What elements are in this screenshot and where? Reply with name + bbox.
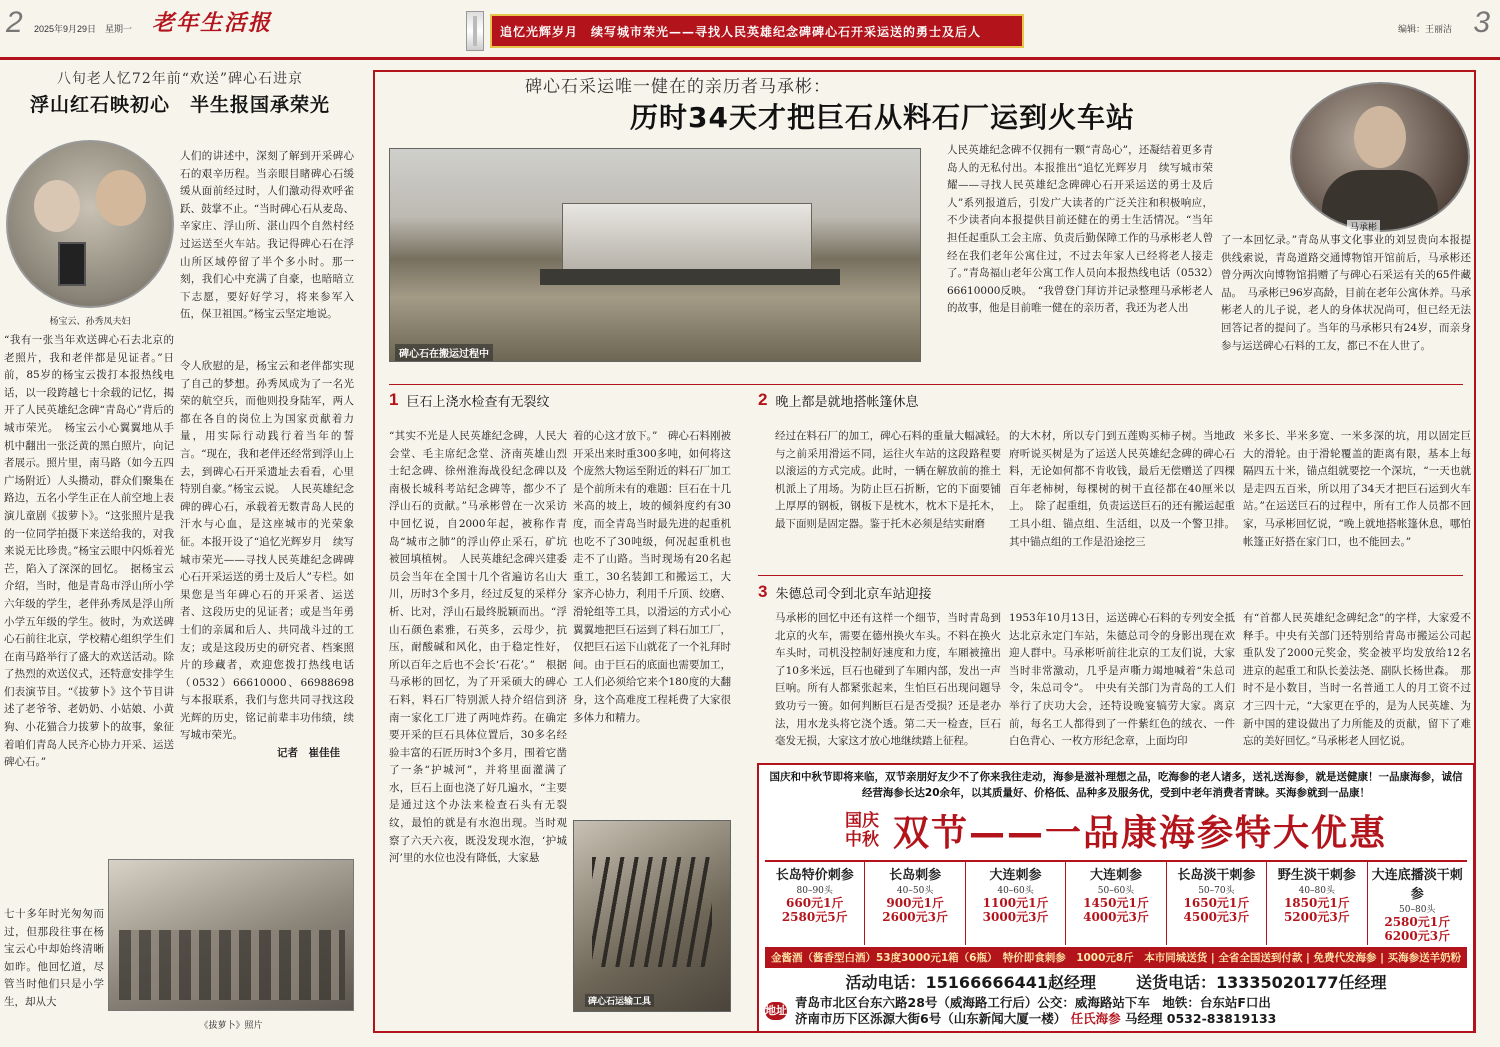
performance-photo-caption: 《拔萝卜》照片 (199, 1021, 263, 1031)
section-1-title: 巨石上浇水检查有无裂纹 (406, 394, 550, 410)
section-2-col-b: 的大木材，所以专门到五莲购买柿子树。当地政府听说买树是为了运送人民英雄纪念碑的碑心石料，无论如何都不肯收钱，最后无偿赠送了四棵百年老柿树，每棵树的树干直径都在40厘米以上。 除了起重组，负责运送巨石的还有搬运起重工具小组、锚点组、生活组，以及一个警卫排。其中锚点组的工作是沿途挖三 (1009, 430, 1235, 548)
page-header (0, 0, 1500, 60)
section-3-title: 朱德总司令到北京车站迎接 (775, 586, 932, 602)
ma-chengbin-portrait (1290, 82, 1470, 232)
ad-intro: 国庆和中秋节即将来临，双节亲朋好友少不了你来我往走动，海参是滋补理想之品，吃海参的老人诸多，送礼送海参，就是送健康！一品康海参，诚信经营海参长达20余年，以其质量好、价格低、品种多及服务优，受到中老年消费者青睐。买海参就到一品康！ (769, 771, 1463, 799)
address-jinan-contact: 马经理 0532-83819133 (1124, 1011, 1277, 1026)
product-name: 长岛淡干刺参 (1177, 868, 1256, 883)
product-price: 1850元1斤 (1283, 896, 1350, 910)
section-1-col-a: “其实不光是人民英雄纪念碑，人民大会堂、毛主席纪念堂、济南英雄山烈士纪念碑、徐州淮海战役纪念碑以及南极长城科考站纪念碑等，都少不了浮山石的贡献。”马承彬曾在一次采访中回忆说，自2000年起，被称作青岛“城市之肺”的浮山停止采石，矿坑被回填植树。 人民英雄纪念碑兴建委员会当年在全国十几个省遍访名山大川，历时3个多月，经过反复的采样分析、比对，浮山石最终脱颖而出。“浮山石颜色素雅，石英多，云母少，抗压，耐酸碱和风化，由于稳定性好，所以百年之后也不会长‘石花’。” 根据马承彬的回忆，为了开采硕大的碑心石料，料石厂特别派人持介绍信到济南一家化工厂进了两吨炸药。在确定要开采的巨石具体位置后，30多名经验丰富的石匠历时3个多月，围着它凿了一条“护城河”，并将里面灌满了水，巨石上面也浇了好几遍水，“主要是通过这个办法来检查石头有无裂纹，最怕的就是有水泡出现。当时观察了六天六夜，既没发现水泡，‘护城河’里的水位也没有降低，大家悬 (389, 430, 567, 865)
product-name: 大连刺参 (989, 868, 1042, 883)
address-jinan-street: 济南市历下区泺源大街6号（山东新闻大厦一楼） (795, 1011, 1067, 1026)
product-price: 1650元1斤 (1183, 896, 1250, 910)
stone-transport-photo (389, 148, 921, 362)
couple-photo (6, 140, 174, 308)
ad-promo-strip: 金酱酒（酱香型白酒）53度3000元1箱（6瓶） 特价即食刺参 1000元8斤 本市同城送货 | 全省全国送到付款 | 免费代发海参 | 买海参送羊奶粉 (765, 947, 1467, 968)
section-2-title: 晚上都是就地搭帐篷休息 (775, 394, 919, 410)
section-1-number: 1 (389, 390, 399, 409)
section-3-col-b: 1953年10月13日，运送碑心石料的专列安全抵达北京永定门车站，朱德总司令的身影出现在欢迎人群中。马承彬听前往北京的工友们说，大家当时非常激动，几乎是声嘶力竭地喊着“朱总司令，朱总司令”。 中央有关部门为青岛的工人们举行了庆功大会，还特设晚宴犒劳大家。离京前，每名工人都得到了一件紫红色的绒衣、一件白色背心、一枚方形纪念章，上面均印 (1009, 612, 1235, 748)
product-price: 900元1斤 (886, 896, 944, 910)
ad-title: 双节——一品康海参特大优惠 (892, 813, 1387, 854)
main-intro-col-b: 了一本回忆录。”青岛从事文化事业的刘昱贵向本报提供线索说，青岛道路交通博物馆开馆前后，马承彬还曾分两次向博物馆捐赠了与碑心石采运有关的65件藏品。 马承彬已96岁高龄，目前在老年公寓休养。马承彬老人的儿子说，老人的身体状况尚可，但已经无法回答记者的提问了。当年的马承彬只有24岁，而亲身参与运送碑心石料的工友，都已不在人世了。 (1221, 234, 1471, 352)
product-name: 长岛刺参 (889, 868, 942, 883)
product-price-bulk: 3000元3斤 (982, 910, 1049, 924)
ad-badge-line2: 中秋 (844, 829, 879, 850)
section-2-number: 2 (758, 390, 768, 409)
section-1-col-b: 着的心这才放下。” 碑心石料刚被开采出来时重300多吨，如何将这个庞然大物运至附近的料石厂加工是个前所未有的难题：巨石在十几米高的坡上，坡的倾斜度约有30度，而全青岛当时最先进的起重机也吃不了30吨级，何况起重机也走不了山路。当时现场有20名起重工，30名装卸工和搬运工，大家齐心协力，利用千斤顶、绞磨、滑轮组等工具，以滑运的方式小心翼翼地把巨石运到了料石加工厂，仅把巨石运下山就花了一个礼拜时间。由于巨石的底面也需要加工，工人们必须给它来个180度的大翻身，这个高难度工程耗费了大家很多体力和精力。 (573, 430, 731, 724)
transport-tools-photo (573, 820, 731, 1012)
ad-delivery-phone: 送货电话：13335020177任经理 (1136, 973, 1387, 992)
section-2-col-a: 经过在料石厂的加工，碑心石料的重量大幅减轻。 与之前采用滑运不同，运往火车站的这段路程要以滚运的方式完成。此时，一辆在解放前的推土机派上了用场。为防止巨石折断，它的下面要铺上厚厚的钢板，钢板下是枕木，枕木下是托木，最下面则是固定器。鉴于托木必须是结实耐磨 (775, 430, 1012, 530)
sea-cucumber-ad (757, 763, 1475, 1033)
left-article-headline: 浮山红石映初心 半生报国承荣光 (29, 94, 330, 116)
ad-phones (759, 970, 1473, 993)
product-price-bulk: 4000元3斤 (1083, 910, 1149, 924)
section-3-col-c: 有“首都人民英雄纪念碑纪念”的字样，大家爱不释手。中央有关部门还特别给青岛市搬运公司起重队发了2000元奖金，奖金被平均发放给12名进京的起重工和队长姜法尧、副队长杨世森。 那时不是小数目，当时一名普通工人的月工资不过才三四十元，“大家更在乎的，是为人民英雄、为新中国的建设做出了力所能及的贡献，留下了难忘的美好回忆。”马承彬老人回忆说。 (1243, 612, 1471, 748)
ad-badge-line1: 国庆 (844, 810, 879, 831)
product-size: 40–80头 (1298, 886, 1336, 896)
column-banner-text: 追忆光辉岁月 续写城市荣光——寻找人民英雄纪念碑碑心石开采运送的勇士及后人 (490, 14, 1024, 48)
product-name: 大连底播淡干刺参 (1371, 868, 1463, 902)
product-price: 660元1斤 (786, 896, 844, 910)
address-jinan-brand: 任氏海参 (1070, 1011, 1121, 1026)
product-price: 1450元1斤 (1083, 896, 1149, 910)
section-divider (389, 384, 1463, 385)
left-article (4, 64, 356, 1044)
product-cell (966, 862, 1066, 945)
monument-pillar-icon (466, 11, 484, 51)
product-price-bulk: 4500元3斤 (1183, 910, 1250, 924)
product-size: 50–60头 (1097, 886, 1135, 896)
address-lines (795, 995, 1276, 1027)
product-name: 野生淡干刺参 (1277, 868, 1356, 883)
section-3-heading (758, 582, 931, 602)
product-cell (865, 862, 965, 945)
main-article-headline: 历时34天才把巨石从料石厂运到火车站 (630, 101, 1135, 134)
address-qingdao: 青岛市北区台东六路28号（威海路工行后）公交：威海路站下车 地铁：台东站F口出 (795, 995, 1271, 1010)
product-price: 2580元1斤 (1384, 915, 1451, 929)
portrait-caption: 马承彬 (1347, 220, 1380, 233)
couple-photo-caption: 杨宝云、孙秀凤夫妇 (49, 317, 131, 327)
product-price-bulk: 5200元3斤 (1283, 910, 1350, 924)
main-article-subtitle: 碑心石采运唯一健在的亲历者马承彬： (525, 77, 831, 97)
issue-date: 2025年9月29日 星期一 (34, 24, 133, 34)
product-price-bulk: 2580元5斤 (781, 910, 848, 924)
left-article-body-col-b (180, 358, 354, 763)
address-jinan (795, 1011, 1276, 1027)
performance-photo (108, 859, 354, 1011)
product-cell (1368, 862, 1467, 945)
stone-transport-photo-caption: 碑心石在搬运过程中 (395, 344, 493, 361)
column-banner (466, 10, 1024, 52)
ad-holiday-badge (845, 812, 879, 850)
left-article-reporter: 记者 崔佳佳 (277, 747, 340, 760)
section-divider-2 (758, 575, 1463, 576)
section-2-heading (758, 390, 918, 410)
left-article-body-col-c: 七十多年时光匆匆而过，但那段往事在杨宝云心中却始终清晰如昨。他回忆道，尽管当时他们只是小学生，却从大 (4, 908, 104, 1008)
transport-tools-caption: 碑心石运输工具 (585, 994, 654, 1007)
product-price: 1100元1斤 (982, 896, 1049, 910)
ad-address (765, 995, 1467, 1027)
editor-credit: 编辑：王丽洁 (1397, 24, 1452, 34)
product-cell (1066, 862, 1166, 945)
left-article-body-col-b-text: 令人欣慰的是，杨宝云和老伴都实现了自己的梦想。孙秀凤成为了一名光荣的航空兵，而他则投身陆军，两人都在各自的岗位上为国家贡献着力量，用实际行动践行着当年的誓言。“现在，我和老伴还经常到浮山上去，到碑心石开采遗址去看看，心里特别自豪。”杨宝云说。 人民英雄纪念碑的碑心石，承载着无数青岛人民的汗水与心血，是这座城市的光荣象征。本报开设了“追忆光辉岁月 续写城市荣光——寻找人民英雄纪念碑碑心石开采运送的勇士及后人”专栏。如果您是当年碑心石的开采者、运送者、这段历史的见证者；或是当年勇士们的亲属和后人、共同战斗过的工友；或是这段历史的研究者、档案照片的珍藏者，欢迎您拨打热线电话（0532）66610000、66988698与本报联系，我们与您共同寻找这段光辉的历史，铭记前辈丰功伟绩，续写城市荣光。 (180, 360, 354, 742)
product-cell (765, 862, 865, 945)
page-number-right: 3 (1473, 6, 1490, 39)
product-name: 大连刺参 (1089, 868, 1142, 883)
product-size: 80–90头 (796, 886, 833, 896)
product-name: 长岛特价刺参 (775, 868, 854, 883)
section-1-heading (389, 390, 549, 410)
product-size: 50–80头 (1399, 905, 1436, 915)
product-price-bulk: 2600元3斤 (882, 910, 948, 924)
left-article-body-col-a: “我有一张当年欢送碑心石去北京的老照片，我和老伴都是见证者。”日前，85岁的杨宝云拨打本报热线电话，以一段跨越七十余载的记忆，揭开了人民英雄纪念碑“青岛心”背后的城市荣光。 杨宝云小心翼翼地从手机中翻出一张泛黄的黑白照片，向记者展示。照片里，南马路（如今五四广场附近）人头攒动，群众们聚集在路边，五名小学生正在人前空地上表演儿童剧《拔萝卜》。“这张照片是我的一位同学拍摄下来送给我的，对我来说无比珍贵。”杨宝云眼中闪烁着光芒，陷入了深深的回忆。 据杨宝云介绍，当时，他是青岛市浮山所小学六年级的学生，老伴孙秀凤是浮山所小学五年级的学生。彼时，为欢送碑心石前往北京，学校精心组织学生们在南马路举行了盛大的欢送活动。除了热烈的欢送仪式，还特意安排学生们表演节目。“《拔萝卜》这个节目讲述了老爷爷、老奶奶、小姑娘、小黄狗、小花猫合力拔萝卜的故事，象征着咱们青岛人民齐心协力开采、运送碑心石。” (4, 334, 174, 769)
main-intro-col-a: 人民英雄纪念碑不仅拥有一颗“青岛心”，还凝结着更多青岛人的无私付出。本报推出“追忆光辉岁月 续写城市荣耀——寻找人民英雄纪念碑碑心石开采运送的勇士及后人”系列报道后，引发广大读者的广泛关注和积极响应，不少读者向本报提供目前还健在的勇士生活情况。“当年担任起重队工会主席、负责后勤保障工作的马承彬老人曾经在我们老年公寓住过，不过去年家人已经将老人接走了。”青岛福山老年公寓工作人员向本报热线电话（0532）66610000反映。 “我曾登门拜访并记录整理马承彬老人的故事，他是目前唯一健在的亲历者，我还为老人出 (947, 144, 1213, 315)
product-size: 50–70头 (1198, 886, 1235, 896)
product-cell (1267, 862, 1367, 945)
ad-title-row (759, 805, 1473, 856)
ad-event-phone: 活动电话：15166666441赵经理 (845, 973, 1096, 992)
product-cell (1167, 862, 1267, 945)
ad-product-grid (765, 860, 1467, 945)
section-3-number: 3 (758, 582, 768, 601)
product-price-bulk: 6200元3斤 (1384, 929, 1451, 943)
section-2-col-c: 米多长、半米多宽、一米多深的坑，用以固定巨大的滑轮。由于滑轮覆盖的距离有限，基本上每隔四五十米，锚点组就要挖一个深坑，“一天也就是走四五百米，所以用了34天才把巨石运到火车站。”在运送巨石的过程中，所有工作人员都不回家，马承彬回忆说，“晚上就地搭帐篷休息，哪怕帐篷正好搭在家门口，也不能回去。” (1243, 430, 1471, 548)
product-size: 40–60头 (997, 886, 1034, 896)
left-article-body-top: 人们的讲述中，深刻了解到开采碑心石的艰辛历程。当亲眼目睹碑心石缓缓从面前经过时，人们激动得欢呼雀跃、鼓掌不止。“当时碑心石从麦岛、辛家庄、浮山所、湛山四个自然村经过运送至火车站。我记得碑心石在浮山所区域停留了半个多小时。那一刻，我们心中充满了自豪，也暗暗立下志愿，要好好学习，将来参军入伍，保卫祖国。”杨宝云坚定地说。 (180, 150, 354, 321)
page-number-left: 2 (6, 6, 23, 39)
newspaper-name: 老年生活报 (152, 10, 273, 36)
product-size: 40–50头 (896, 886, 934, 896)
address-tag: 地址 (765, 1002, 787, 1020)
section-3-col-a: 马承彬的回忆中还有这样一个细节，当时青岛到北京的火车，需要在德州换火车头。不料在换火车头时，司机没控制好速度和力度，车厢被撞出了10多米远，巨石也碰到了车厢内部，发出一声巨响。所有人都紧张起来，生怕巨石出现问题导致功亏一篑。如何判断巨石是否受损？还是老办法，用水龙头将它浇个透。第二天一检查，巨石毫发无损，大家这才放心地继续踏上征程。 (775, 612, 1001, 748)
left-article-subtitle: 八旬老人忆72年前“欢送”碑心石进京 (56, 71, 304, 87)
